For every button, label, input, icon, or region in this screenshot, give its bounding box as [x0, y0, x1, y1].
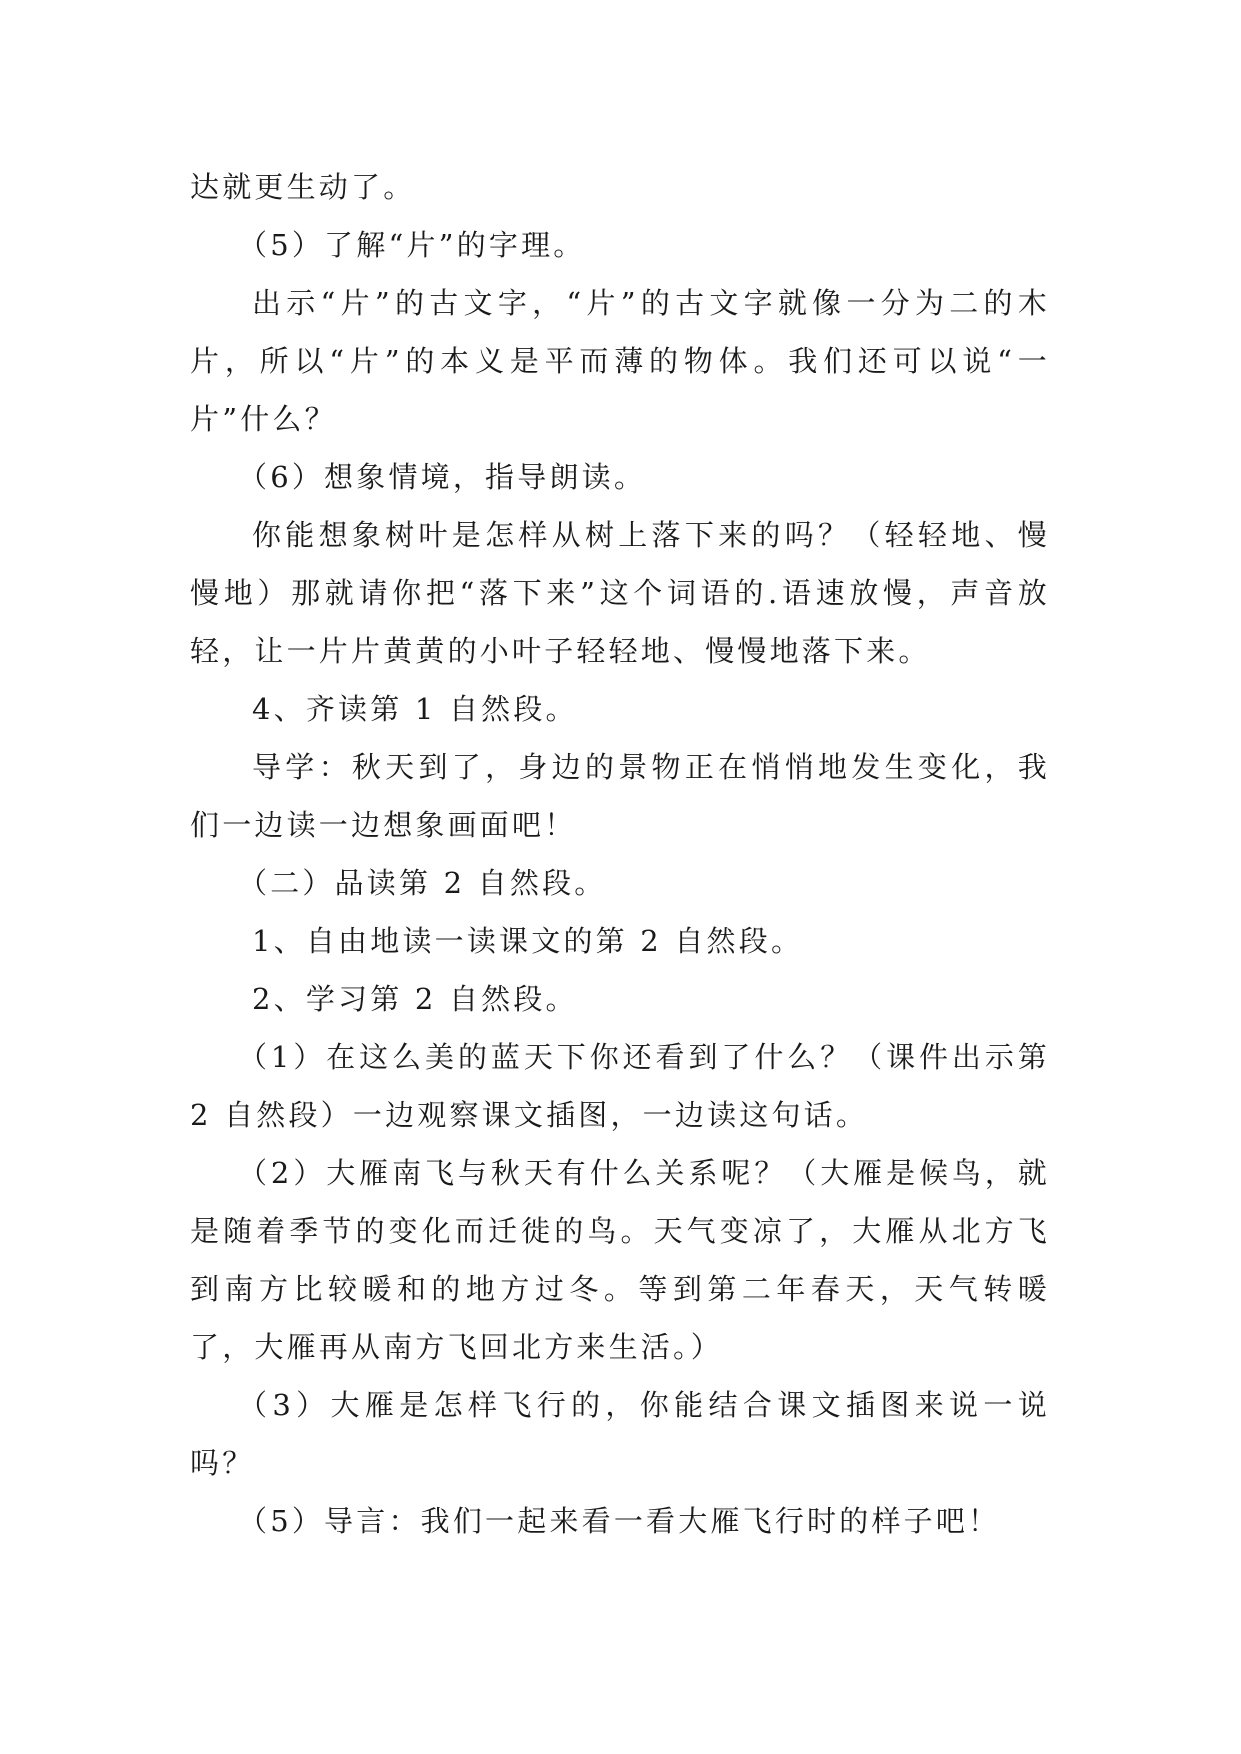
paragraph: （5）导言：我们一起来看一看大雁飞行时的样子吧！	[238, 1504, 1001, 1538]
paragraph: （1）在这么美的蓝天下你还看到了什么？（课件出示第 2 自然段）一边观察课文插图，一边读这句话。	[190, 1040, 1050, 1132]
paragraph: （5）了解“片”的字理。	[238, 228, 586, 262]
paragraph: 导学：秋天到了，身边的景物正在悄悄地发生变化，我们一边读一边想象画面吧！	[190, 750, 1050, 842]
paragraph: （6）想象情境，指导朗读。	[238, 460, 647, 494]
paragraph: （二）品读第 2 自然段。	[238, 866, 607, 900]
document-body	[190, 158, 1050, 1550]
paragraph: 4、齐读第 1 自然段。	[252, 692, 578, 726]
paragraph: 2、学习第 2 自然段。	[252, 982, 578, 1016]
paragraph: 达就更生动了。	[190, 170, 416, 204]
paragraph: 1、自由地读一读课文的第 2 自然段。	[252, 924, 804, 958]
paragraph: （3）大雁是怎样飞行的，你能结合课文插图来说一说吗？	[190, 1388, 1050, 1480]
paragraph: （2）大雁南飞与秋天有什么关系呢？（大雁是候鸟，就是随着季节的变化而迁徙的鸟。天气变凉了，大雁从北方飞到南方比较暖和的地方过冬。等到第二年春天，天气转暖了，大雁再从南方飞回北方来生活。）	[190, 1156, 1050, 1364]
paragraph: 出示“片”的古文字，“片”的古文字就像一分为二的木片，所以“片”的本义是平而薄的物体。我们还可以说“一片”什么？	[190, 286, 1050, 436]
paragraph: 你能想象树叶是怎样从树上落下来的吗？（轻轻地、慢慢地）那就请你把“落下来”这个词语的.语速放慢，声音放轻，让一片片黄黄的小叶子轻轻地、慢慢地落下来。	[190, 518, 1050, 668]
